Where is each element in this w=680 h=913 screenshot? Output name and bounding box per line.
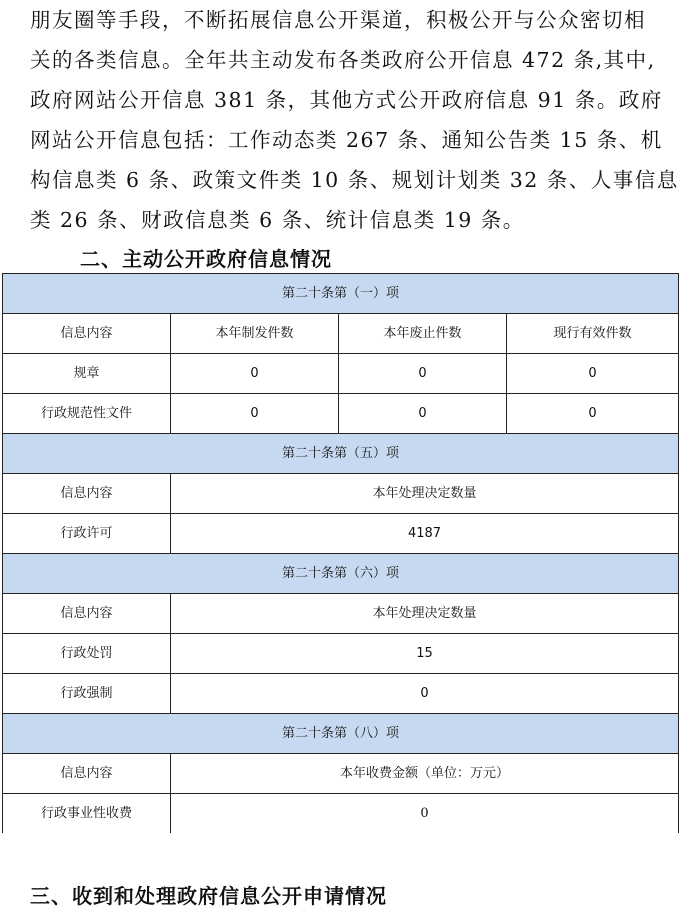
section-title: 第二十条第（五）项 (3, 434, 679, 474)
header-cell: 信息内容 (3, 314, 171, 354)
section-row-article-20-6 (3, 554, 679, 594)
cell-value: 0 (507, 354, 679, 394)
paragraph-line: 朋友圈等手段，不断拓展信息公开渠道，积极公开与公众密切相 (30, 8, 646, 32)
cell-value: 0 (171, 394, 339, 434)
table-row (3, 394, 679, 434)
section-heading-3: 三、收到和处理政府信息公开申请情况 (30, 884, 387, 908)
table-header-row (3, 594, 679, 634)
row-label: 规章 (3, 354, 171, 394)
section-row-article-20-5 (3, 434, 679, 474)
section-heading-2: 二、主动公开政府信息情况 (80, 247, 332, 271)
cell-value: 0 (171, 794, 679, 834)
table-row (3, 514, 679, 554)
row-label: 行政强制 (3, 674, 171, 714)
cell-value: 0 (171, 674, 679, 714)
table-row (3, 354, 679, 394)
paragraph-line: 类 26 条、财政信息类 6 条、统计信息类 19 条。 (30, 208, 525, 232)
header-cell: 本年废止件数 (339, 314, 507, 354)
table-header-row (3, 474, 679, 514)
cell-value: 0 (339, 354, 507, 394)
header-cell: 本年收费金额（单位：万元） (171, 754, 679, 794)
paragraph-line: 网站公开信息包括：工作动态类 267 条、通知公告类 15 条、机 (30, 128, 663, 152)
row-label: 行政处罚 (3, 634, 171, 674)
paragraph-line: 政府网站公开信息 381 条，其他方式公开政府信息 91 条。政府 (30, 88, 663, 112)
cell-value: 15 (171, 634, 679, 674)
header-cell: 信息内容 (3, 474, 171, 514)
header-cell: 本年处理决定数量 (171, 594, 679, 634)
section-row-article-20-8 (3, 714, 679, 754)
cell-value: 0 (171, 354, 339, 394)
row-label: 行政许可 (3, 514, 171, 554)
header-cell: 本年处理决定数量 (171, 474, 679, 514)
cell-value: 4187 (171, 514, 679, 554)
row-label: 行政事业性收费 (3, 794, 171, 834)
table-header-row (3, 314, 679, 354)
header-cell: 信息内容 (3, 594, 171, 634)
header-cell: 现行有效件数 (507, 314, 679, 354)
intro-paragraph (30, 0, 679, 240)
section-title: 第二十条第（八）项 (3, 714, 679, 754)
table-header-row (3, 754, 679, 794)
section-title: 第二十条第（一）项 (3, 274, 679, 314)
paragraph-line: 构信息类 6 条、政策文件类 10 条、规划计划类 32 条、人事信息 (30, 168, 679, 192)
table-row (3, 674, 679, 714)
table-row (3, 634, 679, 674)
section-row-article-20-1 (3, 274, 679, 314)
header-cell: 本年制发件数 (171, 314, 339, 354)
section-title: 第二十条第（六）项 (3, 554, 679, 594)
disclosure-table (2, 273, 679, 833)
cell-value: 0 (339, 394, 507, 434)
paragraph-line: 关的各类信息。全年共主动发布各类政府公开信息 472 条,其中, (30, 48, 656, 72)
header-cell: 信息内容 (3, 754, 171, 794)
cell-value: 0 (507, 394, 679, 434)
row-label: 行政规范性文件 (3, 394, 171, 434)
table-row (3, 794, 679, 834)
